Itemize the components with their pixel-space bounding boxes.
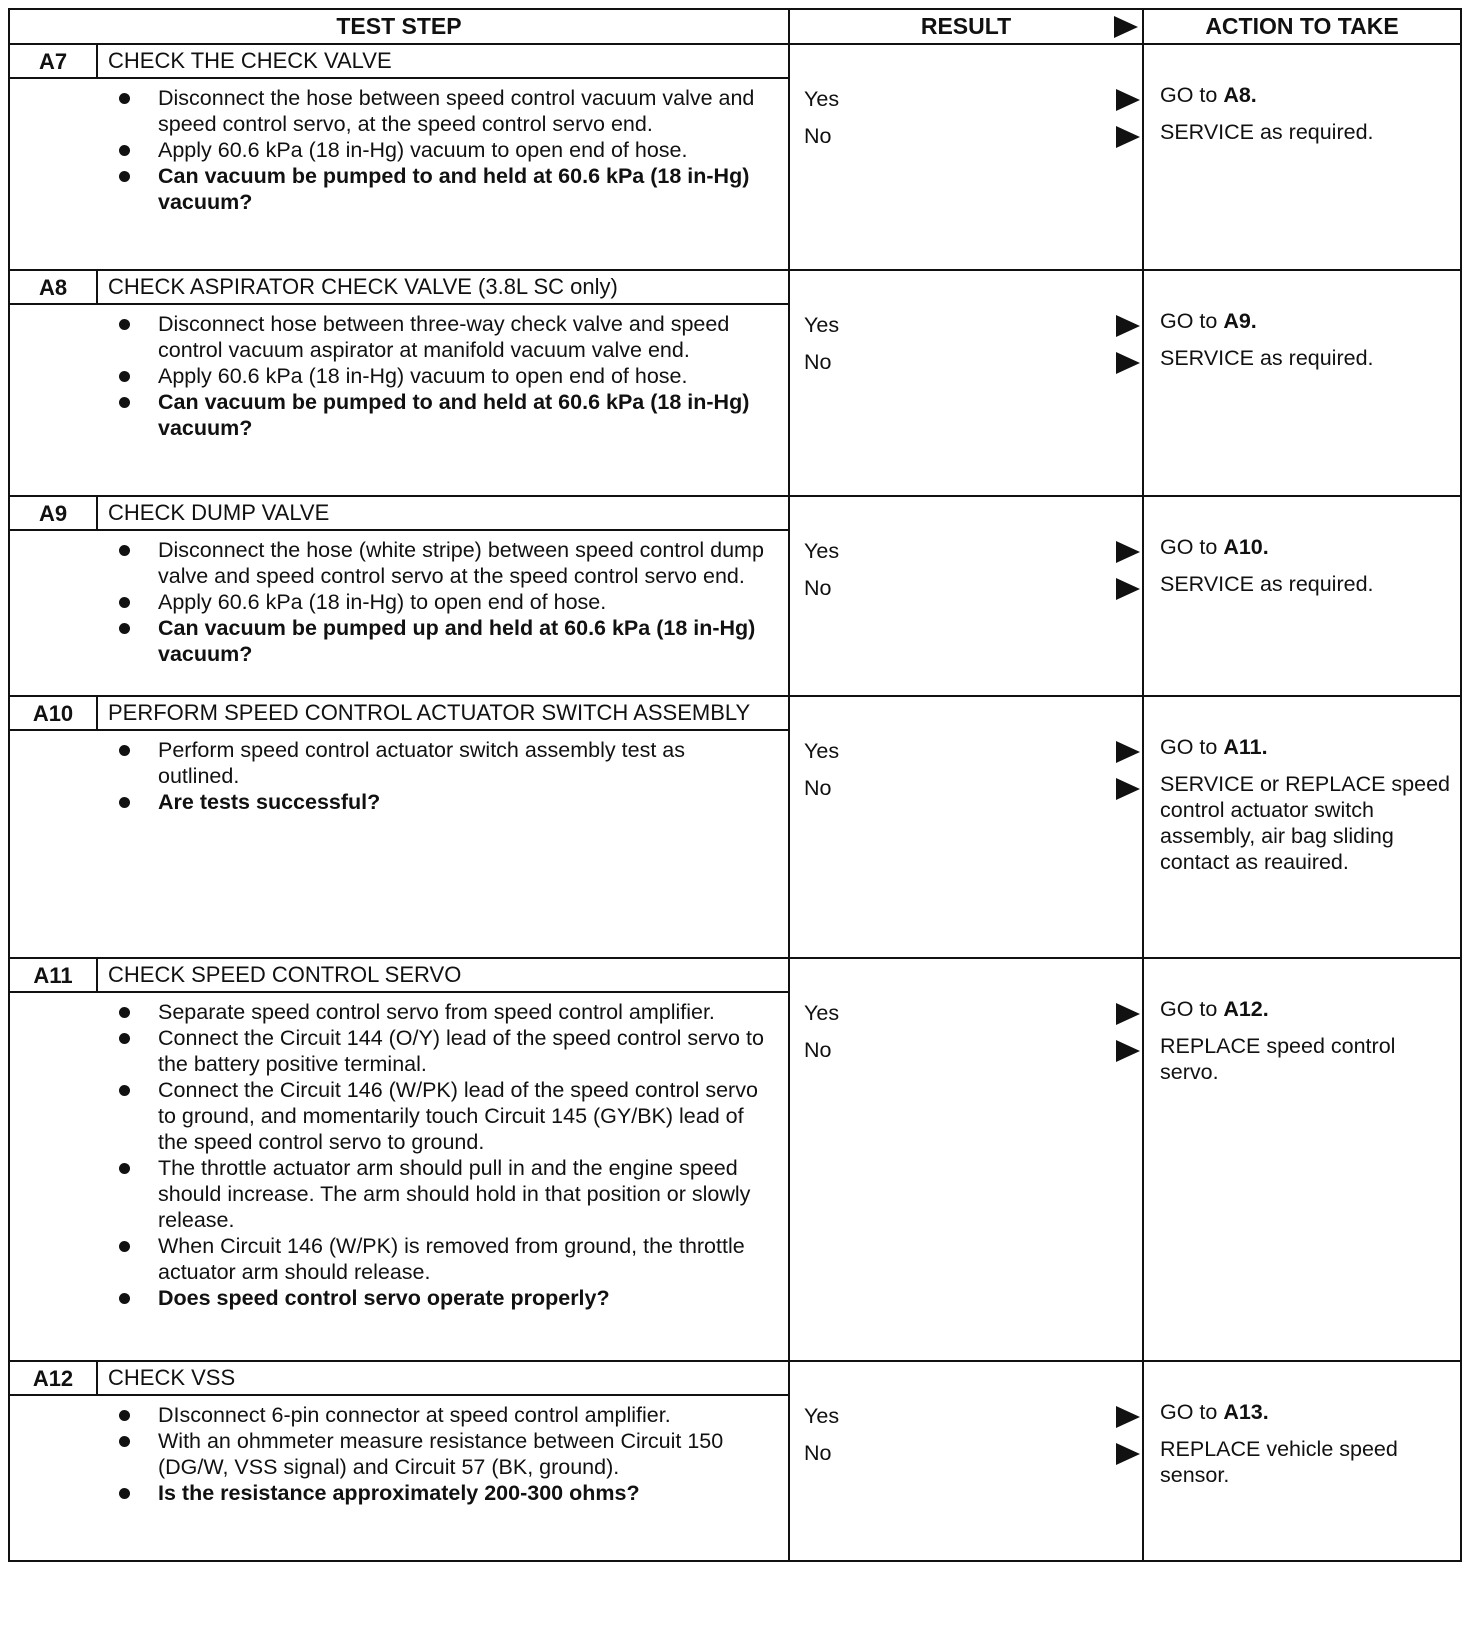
table-header xyxy=(8,8,1462,45)
result-no-label: No xyxy=(804,124,832,148)
result-yes xyxy=(790,81,1142,118)
step-question: Does speed control servo operate properly? xyxy=(110,1285,788,1311)
action-goto-text: GO to xyxy=(1160,735,1224,759)
header-test-step: TEST STEP xyxy=(10,10,790,43)
step-instruction: Apply 60.6 kPa (18 in-Hg) vacuum to open end of hose. xyxy=(110,137,788,163)
test-step-cell xyxy=(10,697,790,957)
result-yes xyxy=(790,733,1142,770)
action-cell xyxy=(1144,959,1460,1360)
step-instruction: DIsconnect 6-pin connector at speed control amplifier. xyxy=(110,1402,788,1428)
result-yes xyxy=(790,533,1142,570)
step-title: CHECK VSS xyxy=(108,1365,236,1390)
arrow-right-icon xyxy=(1116,1040,1140,1062)
result-cell xyxy=(790,697,1144,957)
action-no: SERVICE as required. xyxy=(1160,346,1374,370)
step-instructions xyxy=(10,1396,788,1510)
arrow-right-icon xyxy=(1116,126,1140,148)
step-question: Can vacuum be pumped to and held at 60.6 kPa (18 in-Hg) vacuum? xyxy=(110,163,788,215)
test-step-row xyxy=(8,45,1462,271)
step-instructions xyxy=(10,993,788,1315)
step-instruction: Perform speed control actuator switch assembly test as outlined. xyxy=(110,737,788,789)
step-title-line xyxy=(10,45,788,79)
step-title-line xyxy=(10,959,788,993)
result-yes-label: Yes xyxy=(804,539,840,563)
action-yes xyxy=(1144,303,1460,340)
action-cell xyxy=(1144,697,1460,957)
action-no: REPLACE speed control servo. xyxy=(1160,1034,1396,1084)
test-step-row xyxy=(8,497,1462,697)
result-cell xyxy=(790,1362,1144,1560)
result-no-label: No xyxy=(804,776,832,800)
header-result-cell xyxy=(790,10,1144,43)
arrow-right-icon xyxy=(1116,315,1140,337)
result-no-label: No xyxy=(804,1441,832,1465)
result-yes xyxy=(790,1398,1142,1435)
diagnostic-table xyxy=(8,8,1462,1562)
step-question: Can vacuum be pumped up and held at 60.6 kPa (18 in-Hg) vacuum? xyxy=(110,615,788,667)
result-no xyxy=(790,570,1142,607)
arrow-right-icon xyxy=(1116,741,1140,763)
result-no-label: No xyxy=(804,576,832,600)
test-step-row xyxy=(8,1362,1462,1562)
step-id: A9 xyxy=(10,497,98,529)
action-step-ref: A13. xyxy=(1223,1400,1269,1424)
test-step-cell xyxy=(10,1362,790,1560)
step-instruction: Connect the Circuit 144 (O/Y) lead of the speed control servo to the battery positive terminal. xyxy=(110,1025,788,1077)
arrow-right-icon xyxy=(1116,578,1140,600)
action-step-ref: A10. xyxy=(1223,535,1269,559)
action-no: SERVICE or REPLACE speed control actuator switch assembly, air bag sliding contact as reauired. xyxy=(1160,772,1450,874)
result-yes-label: Yes xyxy=(804,1001,840,1025)
arrow-right-icon xyxy=(1116,1003,1140,1025)
step-instruction: Disconnect the hose (white stripe) between speed control dump valve and speed control servo at the speed control servo end. xyxy=(110,537,788,589)
action-step-ref: A11. xyxy=(1223,735,1268,759)
test-step-row xyxy=(8,271,1462,497)
test-step-cell xyxy=(10,45,790,269)
step-instructions xyxy=(10,79,788,219)
step-title: CHECK THE CHECK VALVE xyxy=(108,48,392,73)
step-id: A11 xyxy=(10,959,98,991)
test-step-row xyxy=(8,959,1462,1362)
result-no-label: No xyxy=(804,1038,832,1062)
step-title-line xyxy=(10,1362,788,1396)
action-yes xyxy=(1144,1394,1460,1431)
result-yes-label: Yes xyxy=(804,739,840,763)
action-goto-text: GO to xyxy=(1160,1400,1224,1424)
action-yes xyxy=(1144,991,1460,1028)
arrow-right-icon xyxy=(1116,1406,1140,1428)
step-question: Are tests successful? xyxy=(110,789,788,815)
action-goto-text: GO to xyxy=(1160,535,1224,559)
result-yes-label: Yes xyxy=(804,1404,840,1428)
step-instruction: Connect the Circuit 146 (W/PK) lead of the speed control servo to ground, and momentarily touch Circuit 145 (GY/BK) lead of the speed control servo to ground. xyxy=(110,1077,788,1155)
step-title: CHECK SPEED CONTROL SERVO xyxy=(108,962,462,987)
action-yes xyxy=(1144,529,1460,566)
step-id: A10 xyxy=(10,697,98,729)
test-step-cell xyxy=(10,271,790,495)
step-instruction: When Circuit 146 (W/PK) is removed from ground, the throttle actuator arm should release. xyxy=(110,1233,788,1285)
step-instructions xyxy=(10,531,788,671)
test-step-row xyxy=(8,697,1462,959)
action-no: SERVICE as required. xyxy=(1160,572,1374,596)
test-step-cell xyxy=(10,959,790,1360)
step-instructions xyxy=(10,731,788,819)
step-instruction: Apply 60.6 kPa (18 in-Hg) to open end of hose. xyxy=(110,589,788,615)
action-no: REPLACE vehicle speed sensor. xyxy=(1160,1437,1398,1487)
arrow-right-icon xyxy=(1114,16,1138,38)
action-goto-text: GO to xyxy=(1160,997,1224,1021)
action-no: SERVICE as required. xyxy=(1160,120,1374,144)
arrow-right-icon xyxy=(1116,541,1140,563)
step-instructions xyxy=(10,305,788,445)
step-instruction: Disconnect hose between three-way check valve and speed control vacuum aspirator at manifold vacuum valve end. xyxy=(110,311,788,363)
result-cell xyxy=(790,271,1144,495)
result-no xyxy=(790,770,1142,807)
step-instruction: Disconnect the hose between speed control vacuum valve and speed control servo, at the speed control servo end. xyxy=(110,85,788,137)
result-cell xyxy=(790,497,1144,695)
result-yes-label: Yes xyxy=(804,313,840,337)
action-step-ref: A8. xyxy=(1223,83,1257,107)
header-action: ACTION TO TAKE xyxy=(1205,13,1399,39)
action-cell xyxy=(1144,1362,1460,1560)
step-instruction: Apply 60.6 kPa (18 in-Hg) vacuum to open end of hose. xyxy=(110,363,788,389)
step-id: A8 xyxy=(10,271,98,303)
result-cell xyxy=(790,45,1144,269)
action-step-ref: A9. xyxy=(1223,309,1257,333)
step-question: Is the resistance approximately 200-300 ohms? xyxy=(110,1480,788,1506)
arrow-right-icon xyxy=(1116,89,1140,111)
arrow-right-icon xyxy=(1116,778,1140,800)
step-title: PERFORM SPEED CONTROL ACTUATOR SWITCH ASSEMBLY xyxy=(108,700,751,725)
step-title-line xyxy=(10,271,788,305)
step-title: CHECK DUMP VALVE xyxy=(108,500,330,525)
arrow-right-icon xyxy=(1116,1443,1140,1465)
test-step-cell xyxy=(10,497,790,695)
result-cell xyxy=(790,959,1144,1360)
header-result: RESULT xyxy=(920,13,1012,39)
result-yes xyxy=(790,307,1142,344)
action-yes xyxy=(1144,77,1460,114)
arrow-right-icon xyxy=(1116,352,1140,374)
result-no xyxy=(790,344,1142,381)
step-title-line xyxy=(10,497,788,531)
result-no xyxy=(790,118,1142,155)
action-step-ref: A12. xyxy=(1223,997,1269,1021)
result-yes xyxy=(790,995,1142,1032)
action-goto-text: GO to xyxy=(1160,83,1224,107)
step-instruction: The throttle actuator arm should pull in and the engine speed should increase. The arm should hold in that position or slowly release. xyxy=(110,1155,788,1233)
result-no xyxy=(790,1435,1142,1472)
step-title-line xyxy=(10,697,788,731)
action-cell xyxy=(1144,497,1460,695)
result-no xyxy=(790,1032,1142,1069)
result-no-label: No xyxy=(804,350,832,374)
step-id: A7 xyxy=(10,45,98,77)
action-yes xyxy=(1144,729,1460,766)
step-instruction: With an ohmmeter measure resistance between Circuit 150 (DG/W, VSS signal) and Circuit 57 (BK, ground). xyxy=(110,1428,788,1480)
step-id: A12 xyxy=(10,1362,98,1394)
step-question: Can vacuum be pumped to and held at 60.6 kPa (18 in-Hg) vacuum? xyxy=(110,389,788,441)
action-goto-text: GO to xyxy=(1160,309,1224,333)
action-cell xyxy=(1144,271,1460,495)
result-yes-label: Yes xyxy=(804,87,840,111)
action-cell xyxy=(1144,45,1460,269)
step-title: CHECK ASPIRATOR CHECK VALVE (3.8L SC only) xyxy=(108,274,618,299)
step-instruction: Separate speed control servo from speed control amplifier. xyxy=(110,999,788,1025)
